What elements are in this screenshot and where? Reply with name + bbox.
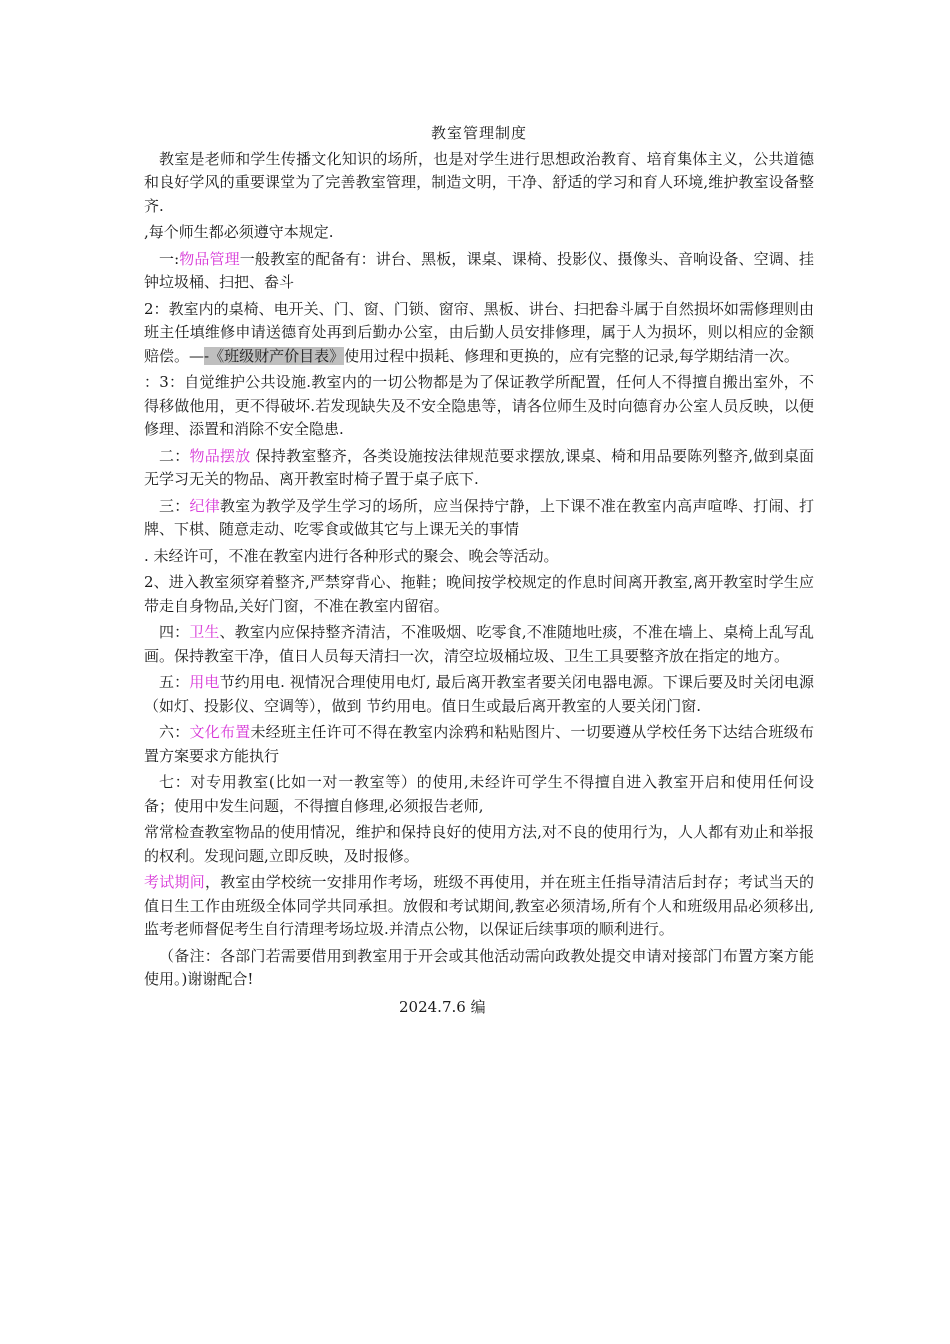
section-5 [144,671,814,718]
section-3-heading: 纪律 [189,496,220,515]
document-date: 2024.7.6 编 [399,997,486,1016]
exam-text: ，教室由学校统一安排用作考场，班级不再使用，并在班主任指导清洁后封存；考试当天的值日生工作由班级全体同学共同承担。放假和考试期间,教室必须清场,所有个人和班级用品必须移出,监考老师督促考生自行清理考场垃圾.并清点公物，以保证后续事项的顺利进行。 [144,873,814,938]
section-1-heading: 物品管理 [179,249,240,268]
section-1-item-2 [144,298,814,369]
section-3-text: 教室为教学及学生学习的场所，应当保持宁静，上下课不准在教室内高声喧哗、打闹、打牌、下棋、随意走动、吃零食或做其它与上课无关的事情 [144,496,814,538]
section-3-number: 三： [159,496,190,515]
section-2-text: 保持教室整齐，各类设施按法律规范要求摆放,课桌、椅和用品要陈列整齐,做到桌面无学习无关的物品、离开教室时椅子置于桌子底下. [144,446,814,488]
section-1-item-3: ：3：自觉维护公共设施.教室内的一切公物都是为了保证教学所配置，任何人不得擅自搬出室外，不得移做他用，更不得破坏.若发现缺失及不安全隐患等，请各位师生及时向德育办公室人员反映，以便修理、添置和消除不安全隐患. [144,373,814,438]
section-6 [144,721,814,768]
section-1-number: 一: [159,249,180,268]
intro-paragraph-2: ,每个师生都必须遵守本规定. [144,223,334,241]
section-2-number: 二： [159,446,190,465]
section-1 [144,248,814,295]
note-paragraph: （备注：各部门若需要借用到教室用于开会或其他活动需向政教处提交申请对接部门布置方案方能使用。)谢谢配合! [144,946,814,988]
section-4-number: 四： [159,623,190,641]
exam-heading: 考试期间 [144,873,205,891]
document-title: 教室管理制度 [430,124,527,142]
section-4-text: 、教室内应保持整齐清洁，不准吸烟、吃零食,不准随地吐痰，不准在墙上、桌椅上乱写乱画。保持教室干净，值日人员每天清扫一次，清空垃圾桶垃圾、卫生工具要整齐放在指定的地方。 [144,623,814,665]
section-1-item-2-text: 2：教室内的桌椅、电开关、门、窗、门锁、窗帘、黑板、讲台、扫把畚斗属于自然损坏如需修理则由班主任填维修申请送德育处再到后勤办公室，由后勤人员安排修理，属于人为损坏，则以相应的金额赔偿。— [144,299,814,365]
section-6-number: 六： [159,723,190,741]
section-7-item-2: 常常检查教室物品的使用情况，维护和保持良好的使用方法,对不良的使用行为，人人都有劝止和举报的权利。发现问题,立即反映，及时报修。 [144,823,814,865]
section-1-text: 一般教室的配备有：讲台、黑板，课桌、课椅、投影仪、摄像头、音响设备、空调、挂钟垃圾桶、扫把、畚斗 [144,249,814,291]
intro-paragraph: 教室是老师和学生传播文化知识的场所，也是对学生进行思想政治教育、培育集体主义，公共道德和良好学风的重要课堂为了完善教室管理，制造文明，干净、舒适的学习和育人环境,维护教室设备整齐. [144,149,814,215]
asset-list-reference: -《班级财产价目表》 [204,346,345,365]
section-7: 七：对专用教室(比如一对一教室等）的使用,未经许可学生不得擅自进入教室开启和使用任何设备；使用中发生问题，不得擅自修理,必须报告老师, [144,773,814,815]
section-1-item-2-text-end: 使用过程中损耗、修理和更换的，应有完整的记录,每学期结清一次。 [344,346,799,365]
section-3 [144,495,814,542]
document-page [144,122,814,1019]
section-3-item-2: . 未经许可，不准在教室内进行各种形式的聚会、晚会等活动。 [144,546,559,565]
section-6-heading: 文化布置 [189,723,251,741]
section-6-text: 未经班主任许可不得在教室内涂鸦和粘贴图片、一切要遵从学校任务下达结合班级布置方案要求方能执行 [144,723,814,765]
section-5-number: 五： [159,673,190,691]
exam-section [144,871,814,942]
section-5-text: 节约用电. 视情况合理使用电灯, 最后离开教室者要关闭电器电源。下课后要及时关闭电源（如灯、投影仪、空调等），做到 节约用电。值日生或最后离开教室的人要关闭门窗. [144,673,814,715]
section-4 [144,621,814,668]
section-2 [144,445,814,492]
section-4-heading: 卫生 [189,623,220,641]
section-2-heading: 物品摆放 [189,446,251,465]
section-5-heading: 用电 [189,673,220,691]
section-3-item-3: 2、进入教室须穿着整齐,严禁穿背心、拖鞋；晚间按学校规定的作息时间离开教室,离开教室时学生应带走自身物品,关好门窗，不准在教室内留宿。 [144,573,814,615]
